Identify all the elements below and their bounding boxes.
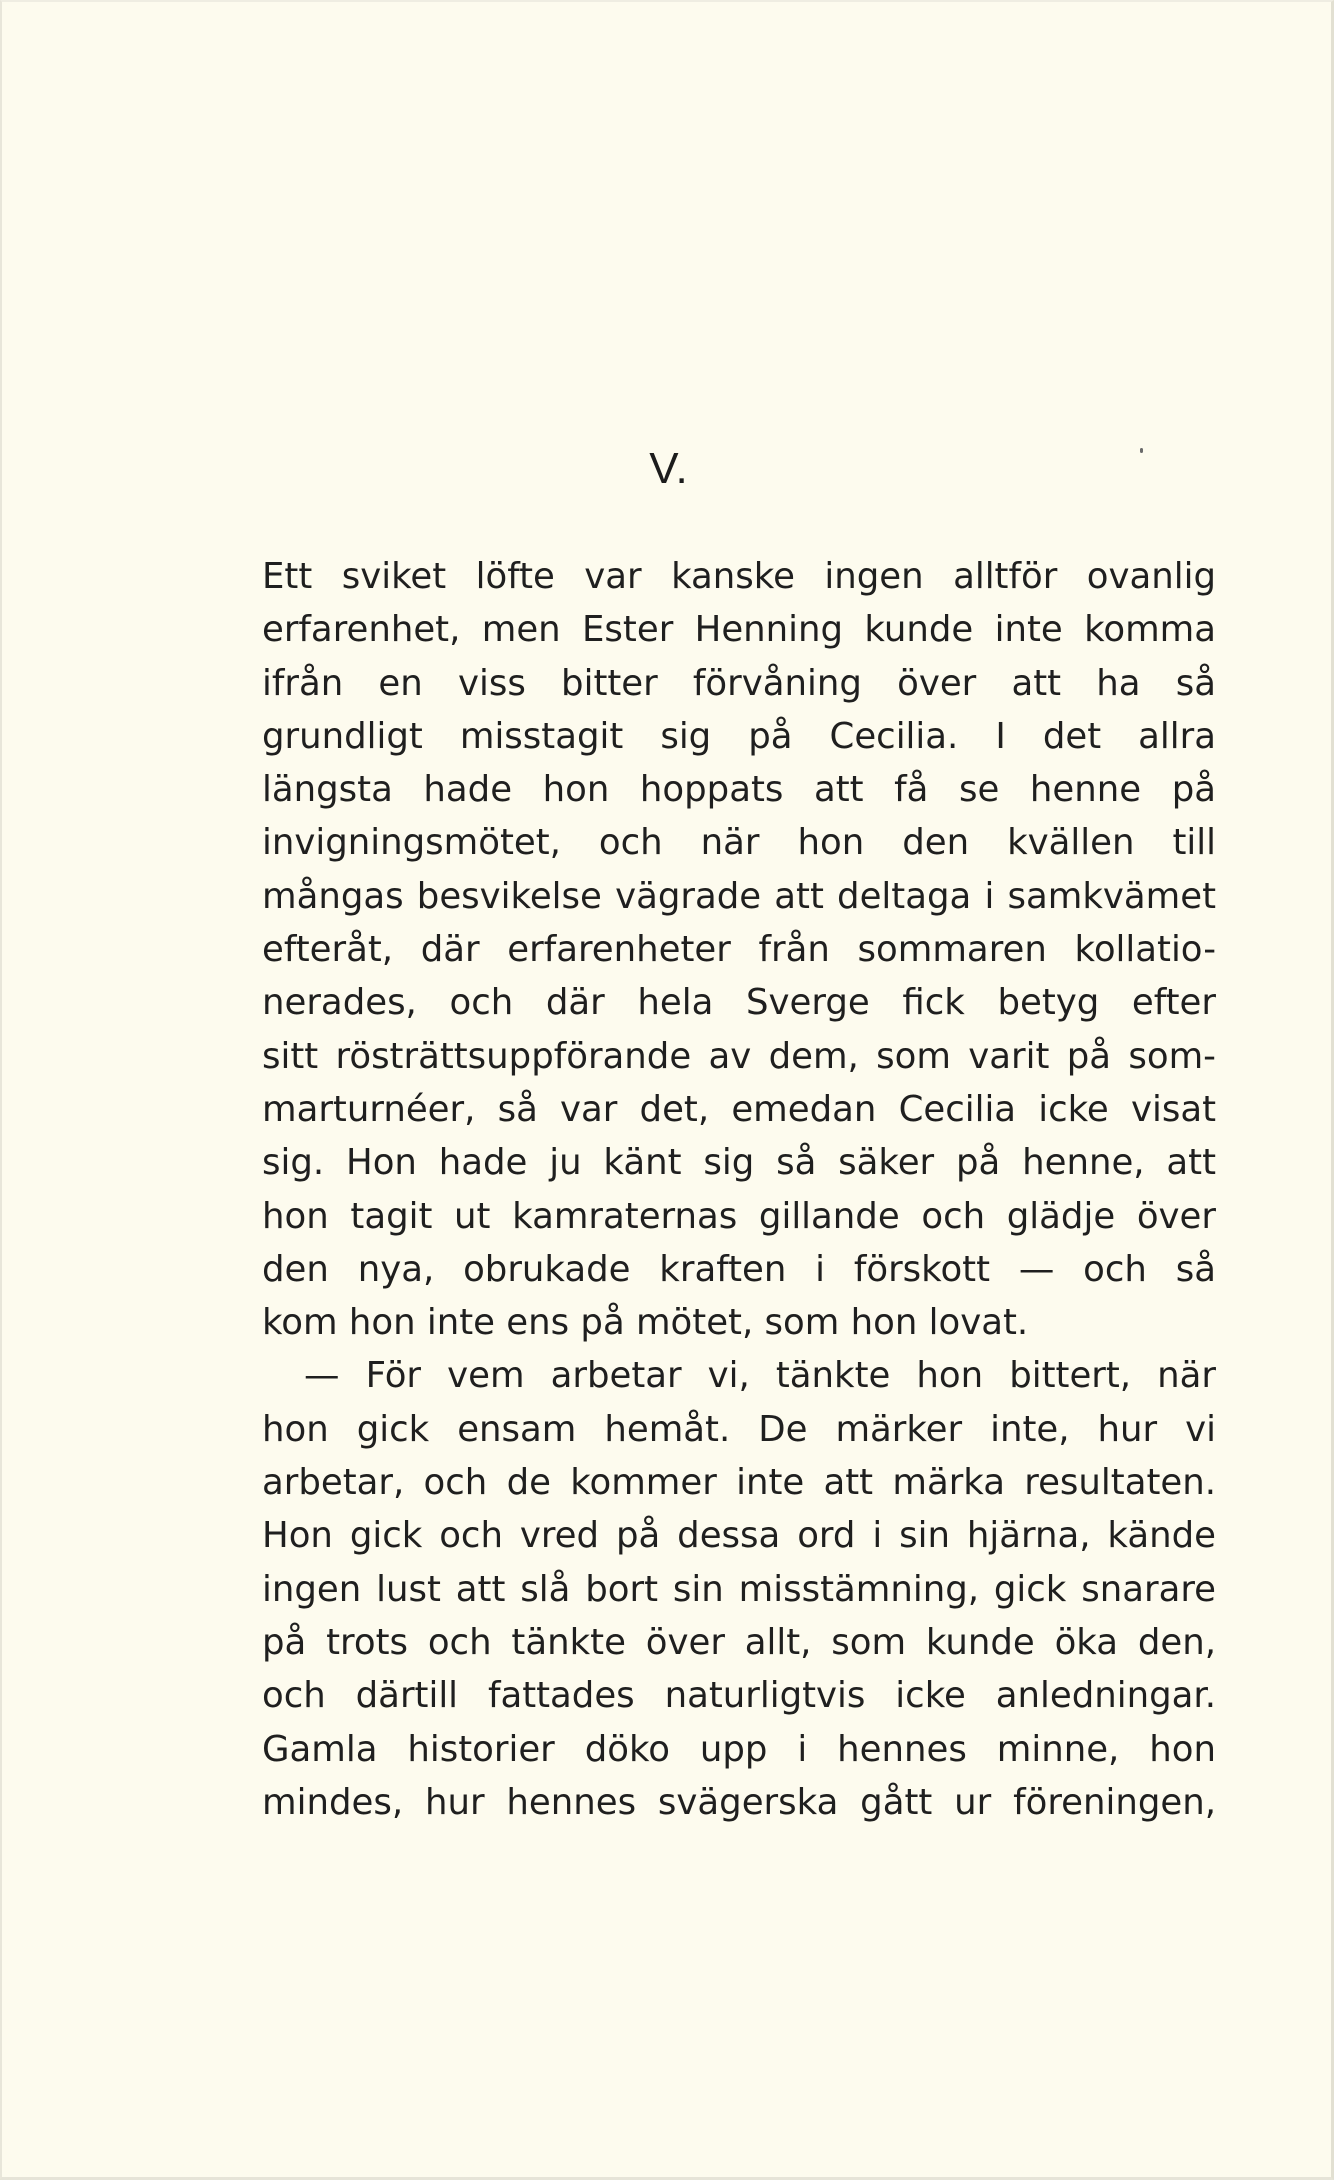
text-line: sitt rösträttsuppförande av dem, som varit på som- bbox=[262, 1035, 1216, 1077]
text-line: sig. Hon hade ju känt sig så säker på henne, att bbox=[262, 1142, 1216, 1184]
chapter-heading: V. bbox=[649, 444, 689, 493]
text-line: nerades, och där hela Sverge fick betyg efter bbox=[262, 982, 1216, 1024]
text-line: Hon gick och vred på dessa ord i sin hjärna, kände bbox=[262, 1515, 1216, 1557]
text-line: ifrån en viss bitter förvåning över att ha så bbox=[262, 662, 1216, 704]
paper-speck bbox=[1140, 448, 1143, 453]
text-line: den nya, obrukade kraften i förskott — och så bbox=[262, 1248, 1216, 1290]
text-line: — För vem arbetar vi, tänkte hon bittert, när bbox=[304, 1355, 1216, 1397]
text-line: mindes, hur hennes svägerska gått ur föreningen, bbox=[262, 1781, 1216, 1823]
text-line: hon tagit ut kamraternas gillande och glädje över bbox=[262, 1195, 1216, 1237]
text-line: på trots och tänkte över allt, som kunde öka den, bbox=[262, 1621, 1216, 1663]
text-line: marturnéer, så var det, emedan Cecilia icke visat bbox=[262, 1088, 1216, 1130]
text-line: grundligt misstagit sig på Cecilia. I det allra bbox=[262, 715, 1216, 757]
text-line: erfarenhet, men Ester Henning kunde inte komma bbox=[262, 609, 1216, 651]
text-line: hon gick ensam hemåt. De märker inte, hur vi bbox=[262, 1408, 1216, 1450]
text-line: längsta hade hon hoppats att få se henne på bbox=[262, 769, 1216, 811]
text-line: arbetar, och de kommer inte att märka resultaten. bbox=[262, 1462, 1216, 1504]
text-line: Ett sviket löfte var kanske ingen alltför ovanlig bbox=[262, 556, 1216, 597]
text-line: ingen lust att slå bort sin misstämning, gick snarare bbox=[262, 1568, 1216, 1610]
body-text bbox=[262, 550, 1216, 1829]
text-line: kom hon inte ens på mötet, som hon lovat. bbox=[262, 1302, 1029, 1344]
text-line: och därtill fattades naturligtvis icke anledningar. bbox=[262, 1675, 1216, 1717]
text-line: invigningsmötet, och när hon den kvällen till bbox=[262, 822, 1216, 864]
text-line: mångas besvikelse vägrade att deltaga i samkvämet bbox=[262, 875, 1216, 917]
text-line: Gamla historier döko upp i hennes minne, hon bbox=[262, 1728, 1216, 1770]
text-line: efteråt, där erfarenheter från sommaren kollatio- bbox=[262, 929, 1216, 971]
